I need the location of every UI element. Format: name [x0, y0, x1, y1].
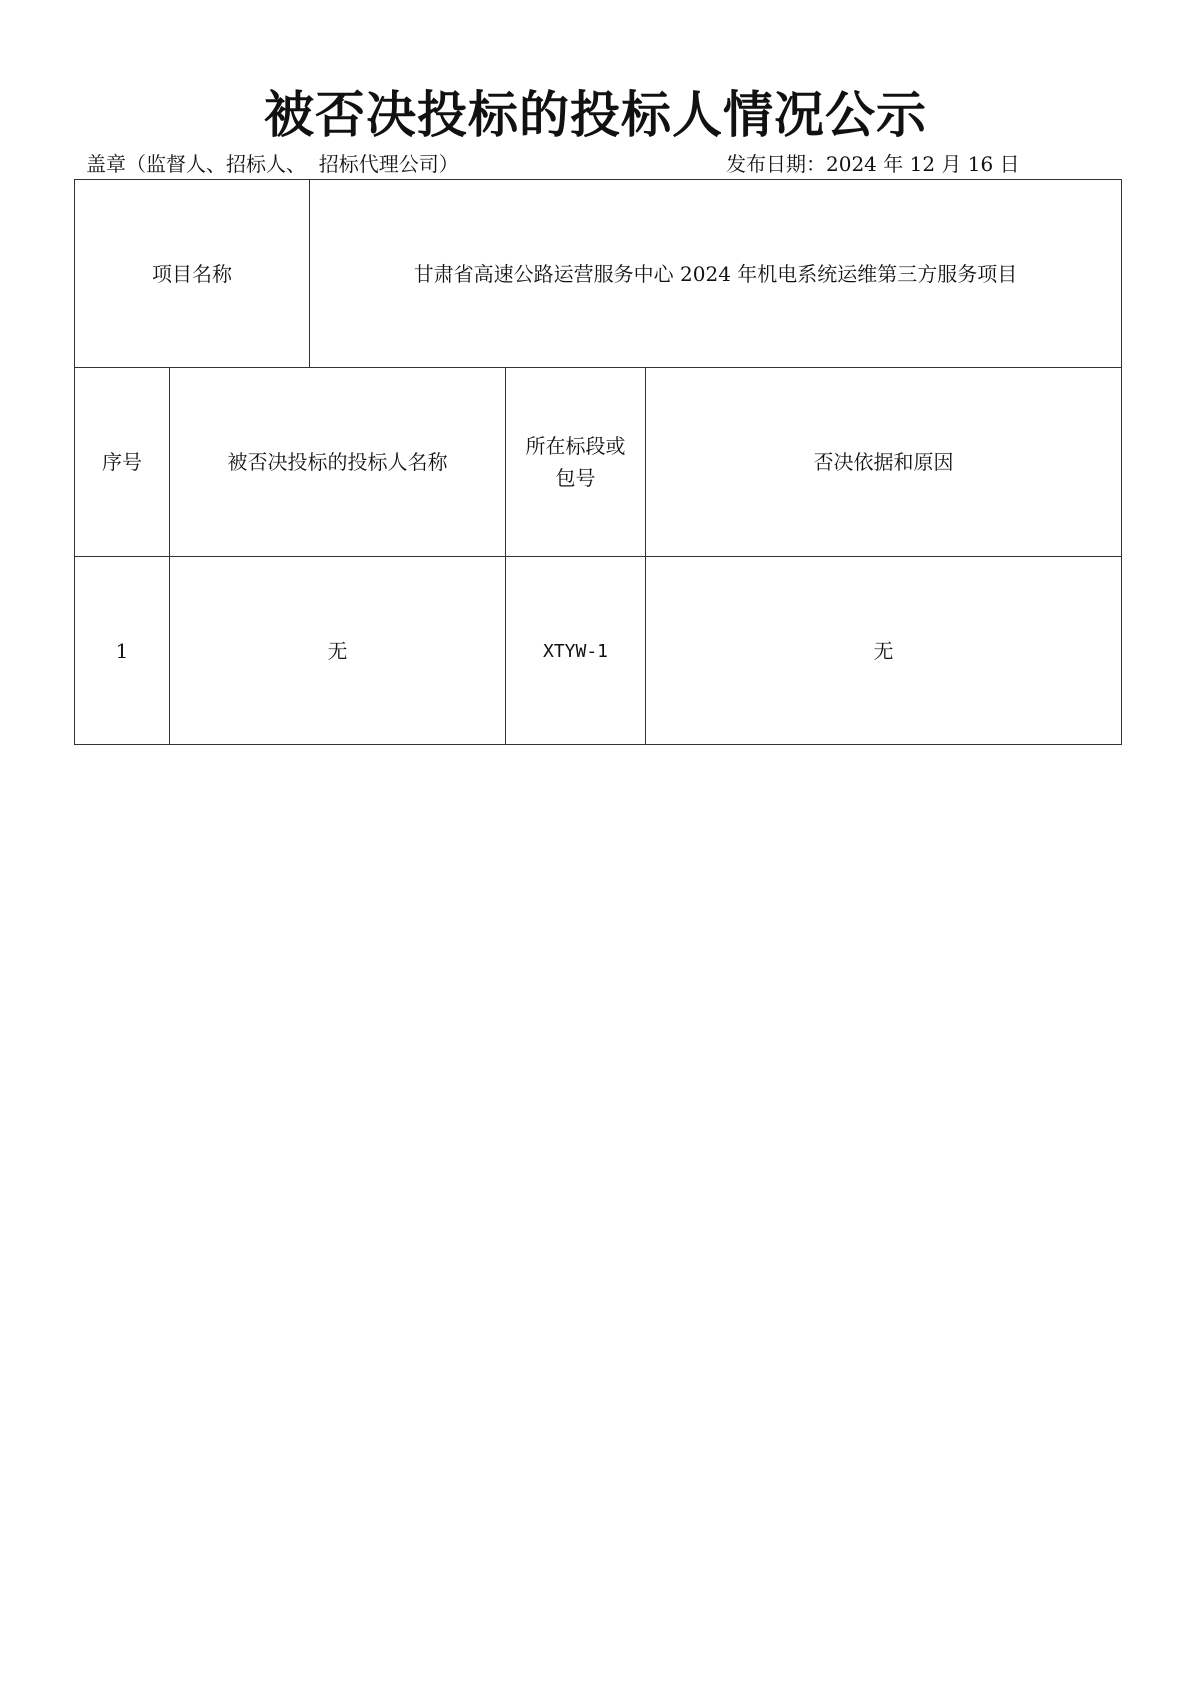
publish-date: 发布日期：2024 年 12 月 16 日 — [726, 152, 1020, 176]
project-label-cell — [75, 180, 310, 368]
table-row — [75, 557, 1122, 745]
project-name-cell — [310, 180, 1122, 368]
rejected-bidders-table — [74, 179, 1122, 745]
row-section-cell — [506, 557, 646, 745]
header-seq: 序号 — [102, 450, 142, 474]
row-reason: 无 — [873, 638, 894, 663]
seal-line: 盖章（监督人、招标人、 招标代理公司） — [86, 152, 459, 176]
project-label: 项目名称 — [152, 261, 232, 286]
row-bidder-name: 无 — [327, 638, 348, 663]
project-row — [75, 180, 1122, 368]
row-bidder-name-cell — [170, 557, 506, 745]
row-reason-cell — [646, 557, 1122, 745]
project-name: 甘肃省高速公路运营服务中心 2024 年机电系统运维第三方服务项目 — [413, 261, 1018, 286]
page-title: 被否决投标的投标人情况公示 — [264, 86, 927, 144]
header-reason: 否决依据和原因 — [813, 450, 954, 474]
header-section-line2: 包号 — [555, 466, 596, 490]
header-reason-cell — [646, 368, 1122, 557]
row-seq-cell — [75, 557, 170, 745]
header-bidder-name: 被否决投标的投标人名称 — [227, 450, 448, 474]
row-seq: 1 — [115, 638, 129, 663]
header-bidder-name-cell — [170, 368, 506, 557]
table-header-row — [75, 368, 1122, 557]
header-section-cell — [506, 368, 646, 557]
header-seq-cell — [75, 368, 170, 557]
row-section: XTYW-1 — [542, 640, 609, 662]
header-section-line1: 所在标段或 — [525, 434, 626, 458]
